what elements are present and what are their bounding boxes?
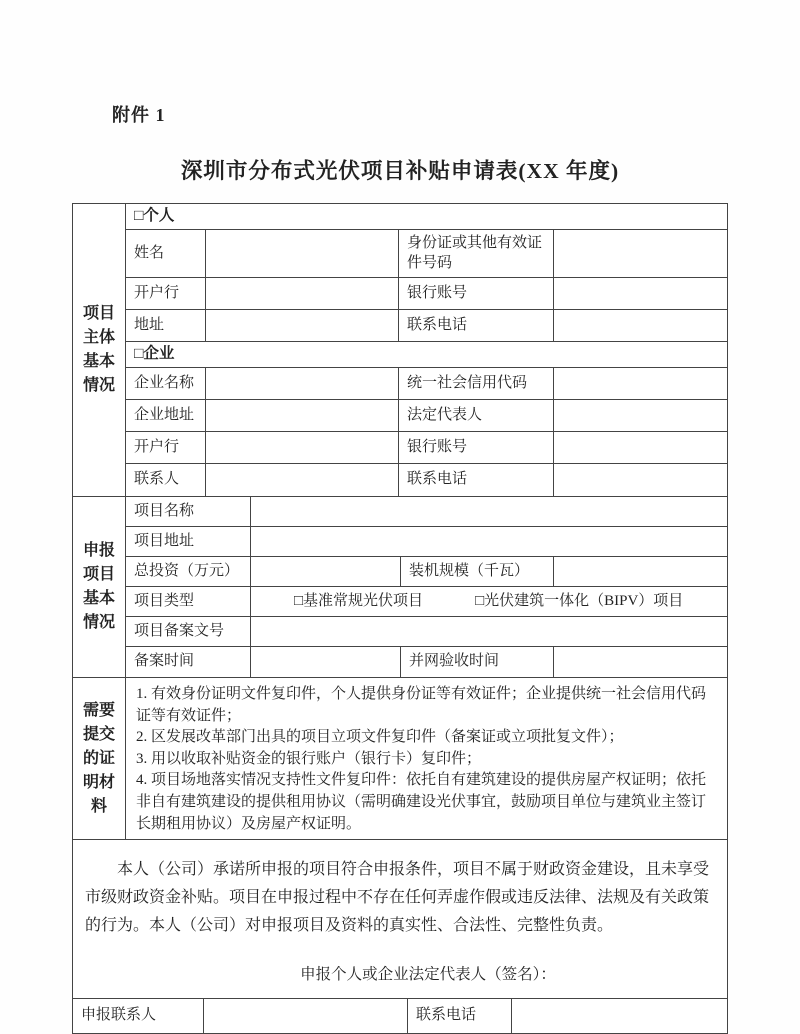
field-label-contact-person: 联系人 <box>126 464 206 496</box>
table-row <box>126 368 727 400</box>
required-materials-list <box>126 678 727 839</box>
form-title: 深圳市分布式光伏项目补贴申请表(XX 年度) <box>180 159 620 183</box>
field-label-phone: 联系电话 <box>399 310 554 341</box>
field-label-project-type: 项目类型 <box>126 587 251 616</box>
field-input-declare-phone[interactable] <box>512 999 727 1033</box>
table-row <box>126 400 727 432</box>
field-input-contact-person[interactable] <box>206 464 399 496</box>
checkbox-individual[interactable]: □个人 <box>134 207 175 225</box>
field-input-declare-contact[interactable] <box>204 999 408 1033</box>
attachment-label: 附件 1 <box>112 105 166 125</box>
field-input-grid-acceptance-date[interactable] <box>554 647 727 677</box>
table-row <box>126 557 727 587</box>
table-row <box>126 464 727 496</box>
field-input-phone[interactable] <box>554 310 727 341</box>
section-required-materials <box>73 678 727 840</box>
field-label-declare-contact: 申报联系人 <box>73 999 204 1033</box>
table-row <box>126 204 727 230</box>
declaration-paragraph: 本人（公司）承诺所申报的项目符合申报条件，项目不属于财政资金建设，且未享受市级财政资金补贴。项目在申报过程中不存在任何弄虚作假或违反法律、法规及有关政策的行为。本人（公司）对申报项目及资料的真实性、合法性、完整性负责。 <box>85 861 710 935</box>
field-label-grid-acceptance-date: 并网验收时间 <box>401 647 554 677</box>
section-header-project-subject: 项目主体基本情况 <box>73 204 126 496</box>
field-label-total-investment: 总投资（万元） <box>126 557 251 586</box>
table-row <box>126 497 727 527</box>
field-input-legal-rep[interactable] <box>554 400 727 431</box>
project-rows <box>126 497 727 677</box>
table-row <box>126 587 727 617</box>
table-row <box>126 527 727 557</box>
field-label-company-address: 企业地址 <box>126 400 206 431</box>
field-input-credit-code[interactable] <box>554 368 727 399</box>
table-row <box>126 617 727 647</box>
field-input-filing-number[interactable] <box>251 617 727 646</box>
checkbox-enterprise[interactable]: □企业 <box>134 345 175 363</box>
field-input-company-bank-branch[interactable] <box>206 432 399 463</box>
field-label-project-address: 项目地址 <box>126 527 251 556</box>
field-input-bank-account[interactable] <box>554 278 727 309</box>
field-label-credit-code: 统一社会信用代码 <box>399 368 554 399</box>
field-label-legal-rep: 法定代表人 <box>399 400 554 431</box>
field-label-contact-phone: 联系电话 <box>399 464 554 496</box>
field-label-declare-phone: 联系电话 <box>408 999 512 1033</box>
footer-rows <box>73 999 727 1033</box>
field-input-contact-phone[interactable] <box>554 464 727 496</box>
declaration-cell <box>73 840 727 998</box>
field-input-name[interactable] <box>206 230 399 277</box>
table-row <box>126 432 727 464</box>
section-declared-project <box>73 497 727 678</box>
field-input-company-name[interactable] <box>206 368 399 399</box>
field-input-installed-capacity[interactable] <box>554 557 727 586</box>
project-type-options <box>251 587 727 616</box>
section-declaration <box>73 840 727 999</box>
field-label-company-bank-branch: 开户行 <box>126 432 206 463</box>
field-input-company-bank-account[interactable] <box>554 432 727 463</box>
field-input-bank-branch[interactable] <box>206 278 399 309</box>
field-input-company-address[interactable] <box>206 400 399 431</box>
field-label-installed-capacity: 装机规模（千瓦） <box>401 557 554 586</box>
field-input-address[interactable] <box>206 310 399 341</box>
subject-rows <box>126 204 727 496</box>
field-label-filing-date: 备案时间 <box>126 647 251 677</box>
field-label-project-name: 项目名称 <box>126 497 251 526</box>
field-label-company-bank-account: 银行账号 <box>399 432 554 463</box>
table-row <box>126 647 727 677</box>
field-label-filing-number: 项目备案文号 <box>126 617 251 646</box>
field-input-id-number[interactable] <box>554 230 727 277</box>
section-header-declared-project: 申报项目基本情况 <box>73 497 126 677</box>
section-header-required-materials: 需要提交的证明材料 <box>73 678 126 839</box>
footer-contact-row <box>73 999 727 1033</box>
checkbox-bipv-project[interactable]: □光伏建筑一体化（BIPV）项目 <box>475 592 684 609</box>
field-input-project-name[interactable] <box>251 497 727 526</box>
table-row <box>126 310 727 342</box>
application-form-table <box>72 203 728 1034</box>
list-item: 4. 项目场地落实情况支持性文件复印件：依托自有建筑建设的提供房屋产权证明；依托非自有建筑建设的提供租用协议（需明确建设光伏事宜，鼓励项目单位与建筑业主签订长期租用协议）及房屋产权证明。 <box>136 772 707 832</box>
field-input-total-investment[interactable] <box>251 557 401 586</box>
checkbox-standard-pv-project[interactable]: □基准常规光伏项目 <box>294 592 424 609</box>
field-input-project-address[interactable] <box>251 527 727 556</box>
field-label-bank-account: 银行账号 <box>399 278 554 309</box>
table-row <box>126 278 727 310</box>
section-project-subject <box>73 204 727 497</box>
table-row <box>73 999 727 1033</box>
field-input-filing-date[interactable] <box>251 647 401 677</box>
field-label-company-name: 企业名称 <box>126 368 206 399</box>
field-label-bank-branch: 开户行 <box>126 278 206 309</box>
field-label-address: 地址 <box>126 310 206 341</box>
field-label-name: 姓名 <box>126 230 206 277</box>
list-item: 2. 区发展改革部门出具的项目立项文件复印件（备案证或立项批复文件）； <box>136 729 624 746</box>
list-item: 3. 用以收取补贴资金的银行账户（银行卡）复印件； <box>136 750 482 767</box>
list-item: 1. 有效身份证明文件复印件，个人提供身份证等有效证件；企业提供统一社会信用代码证等有效证件； <box>136 686 707 724</box>
signature-label: 申报个人或企业法定代表人（签名）： <box>300 966 556 984</box>
table-row <box>126 230 727 278</box>
field-label-id-number: 身份证或其他有效证件号码 <box>399 230 554 277</box>
table-row <box>126 342 727 368</box>
